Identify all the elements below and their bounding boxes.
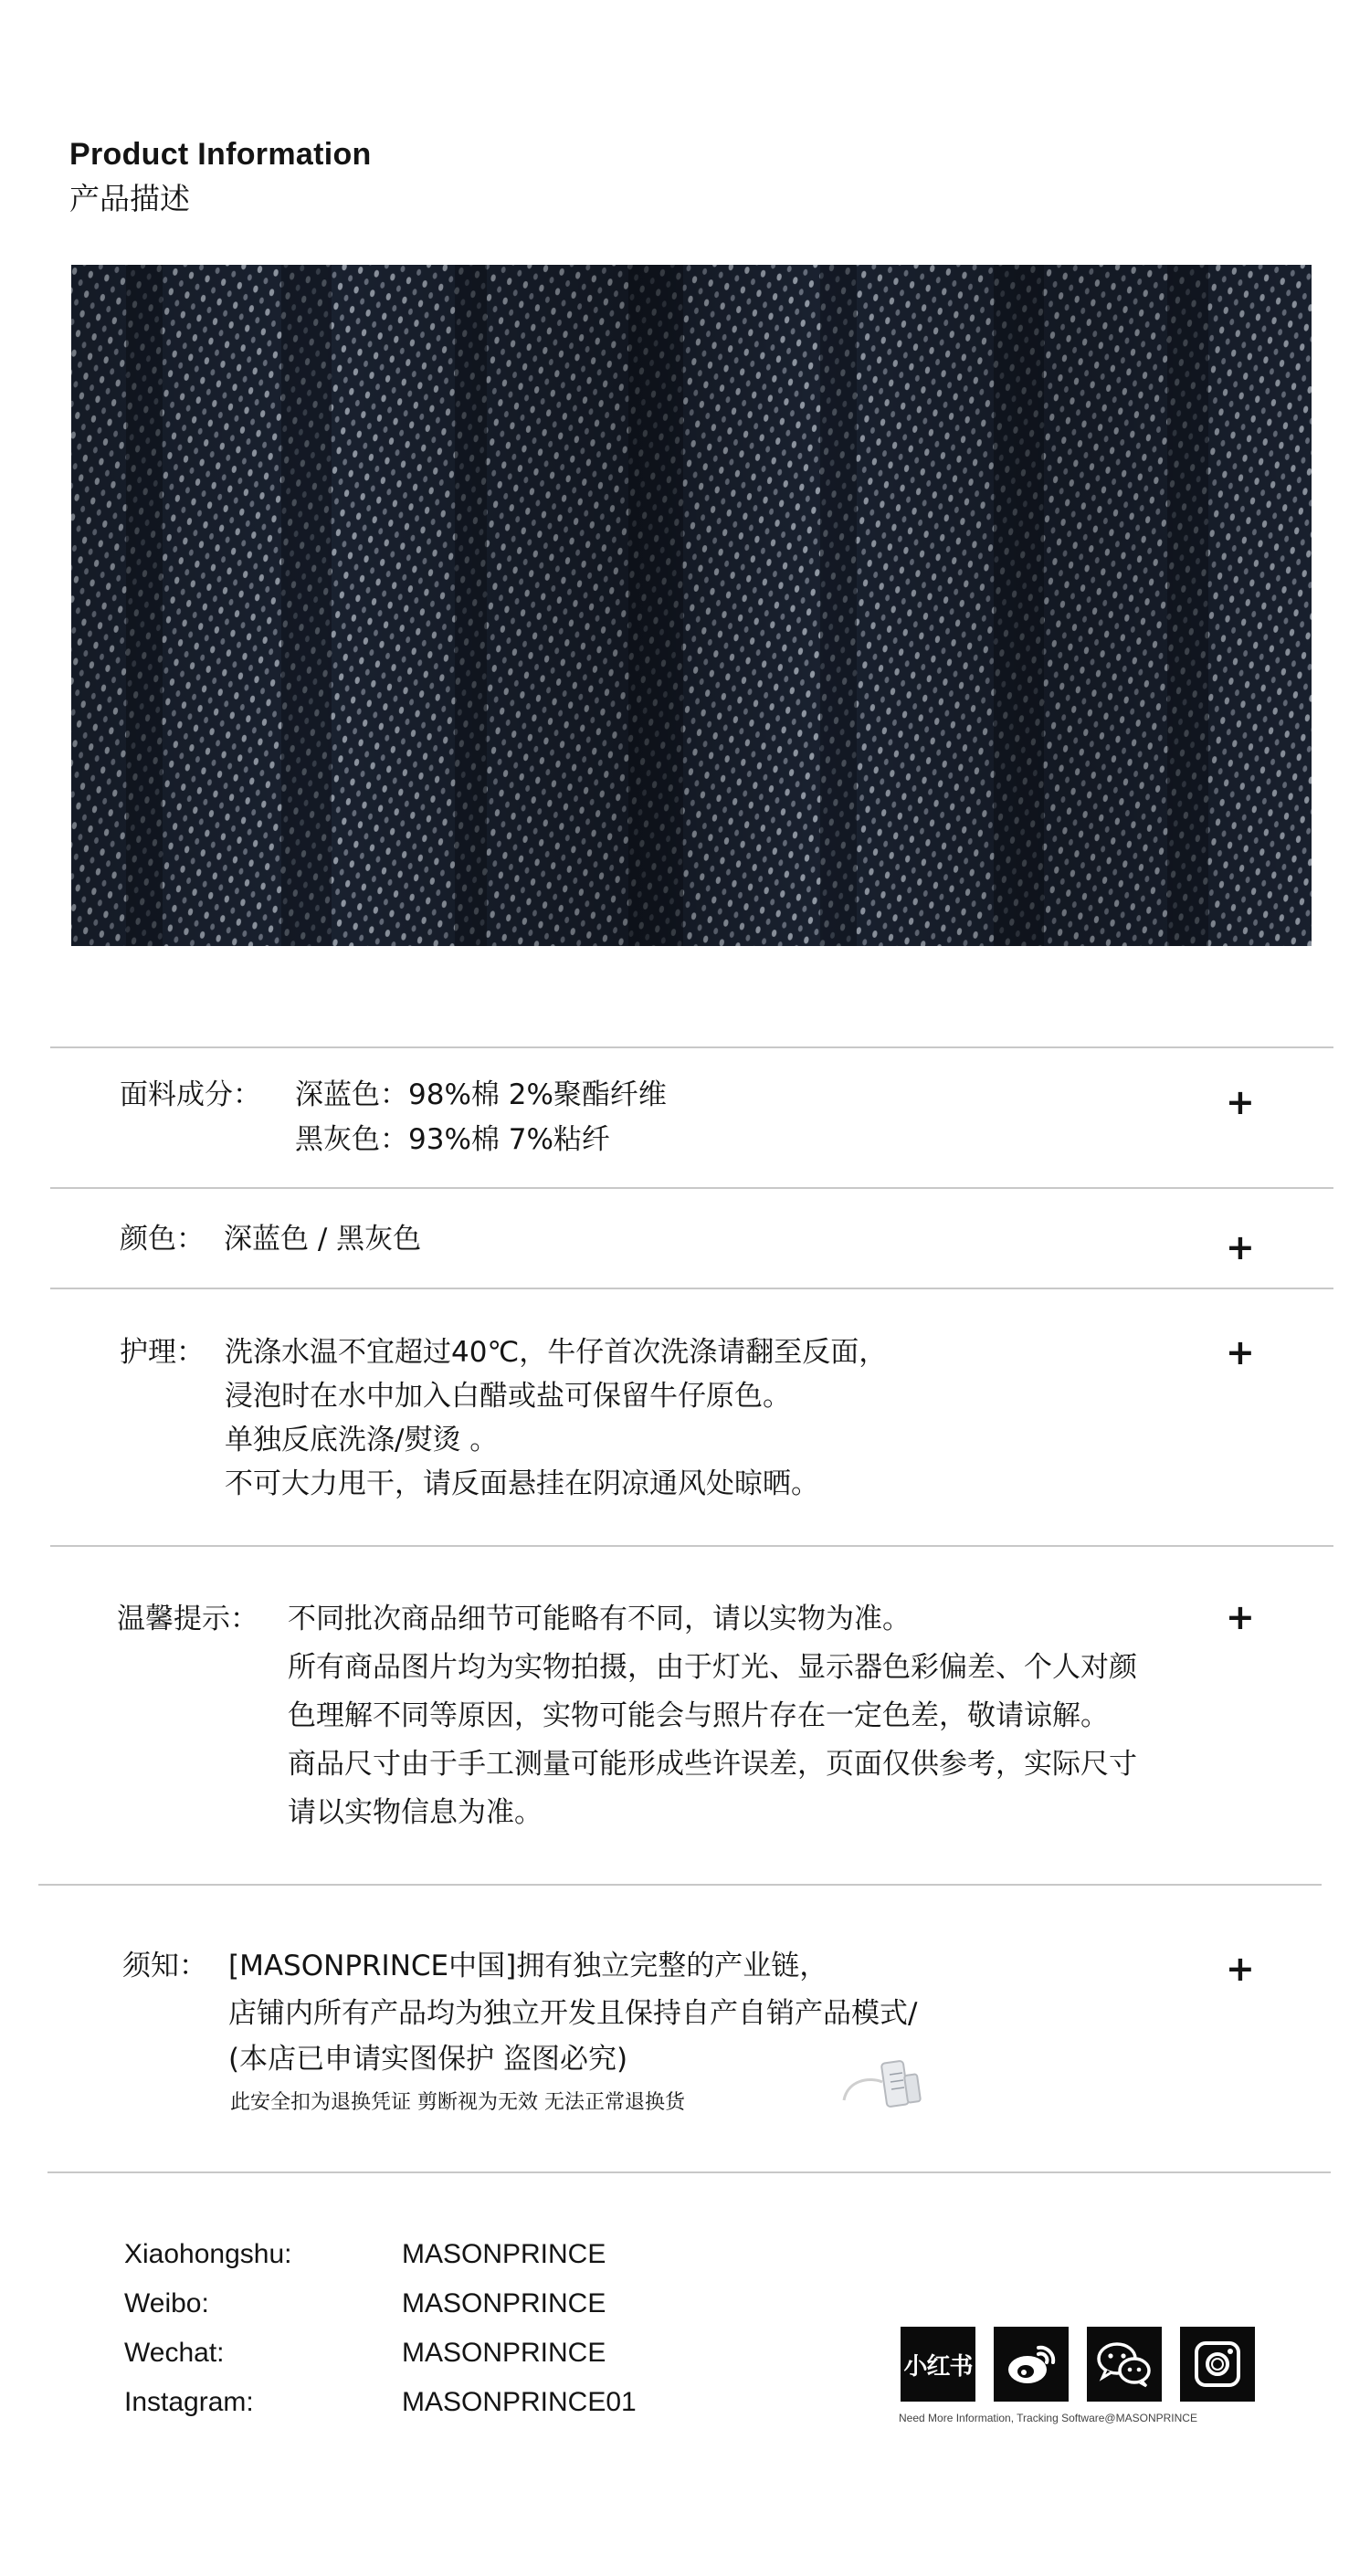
care-line: 洗涤水温不宜超过40℃，牛仔首次洗涤请翻至反面， bbox=[225, 1336, 888, 1369]
tips-label: 温馨提示： bbox=[117, 1603, 258, 1635]
platform-label: Weibo: bbox=[124, 2288, 209, 2318]
divider bbox=[47, 2171, 1331, 2173]
tips-line: 请以实物信息为准。 bbox=[288, 1796, 543, 1829]
fabric-line-2: 黑灰色：93%棉 7%粘纤 bbox=[295, 1123, 610, 1156]
color-label: 颜色： bbox=[120, 1223, 205, 1256]
tips-line: 不同批次商品细节可能略有不同，请以实物为准。 bbox=[288, 1603, 911, 1635]
color-value: 深蓝色 / 黑灰色 bbox=[224, 1223, 422, 1256]
xiaohongshu-icon[interactable] bbox=[901, 2327, 975, 2402]
expand-fabric-button[interactable]: + bbox=[1226, 1082, 1255, 1122]
notice-label: 须知： bbox=[122, 1950, 207, 1982]
divider bbox=[50, 1046, 1333, 1048]
security-tag-icon bbox=[838, 2055, 930, 2119]
expand-tips-button[interactable]: + bbox=[1226, 1597, 1255, 1637]
weibo-icon[interactable] bbox=[994, 2327, 1069, 2402]
care-line: 不可大力甩干，请反面悬挂在阴凉通风处晾晒。 bbox=[225, 1467, 819, 1500]
wechat-icon[interactable] bbox=[1087, 2327, 1162, 2402]
fabric-line-1: 深蓝色：98%棉 2%聚酯纤维 bbox=[295, 1078, 667, 1111]
notice-line: (本店已申请实图保护 盗图必究) bbox=[228, 2043, 628, 2076]
divider bbox=[50, 1288, 1333, 1289]
denim-fabric-image bbox=[71, 265, 1312, 946]
section-title-en: Product Information bbox=[69, 137, 372, 172]
section-title-cn: 产品描述 bbox=[69, 181, 190, 216]
expand-notice-button[interactable]: + bbox=[1226, 1949, 1255, 1989]
divider bbox=[50, 1187, 1333, 1189]
tips-line: 商品尺寸由于手工测量可能形成些许误差，页面仅供参考，实际尺寸 bbox=[288, 1748, 1137, 1781]
tips-line: 所有商品图片均为实物拍摄，由于灯光、显示器色彩偏差、个人对颜 bbox=[288, 1651, 1137, 1684]
tips-line: 色理解不同等原因，实物可能会与照片存在一定色差，敬请谅解。 bbox=[288, 1699, 1109, 1732]
notice-line: 店铺内所有产品均为独立开发且保持自产自销产品模式/ bbox=[228, 1997, 918, 2030]
care-line: 浸泡时在水中加入白醋或盐可保留牛仔原色。 bbox=[225, 1380, 791, 1413]
care-line: 单独反底洗涤/熨烫 。 bbox=[225, 1424, 499, 1456]
platform-label: Wechat: bbox=[124, 2338, 225, 2368]
account-name: MASONPRINCE01 bbox=[402, 2387, 637, 2417]
platform-label: Instagram: bbox=[124, 2387, 254, 2417]
divider bbox=[50, 1545, 1333, 1547]
account-name: MASONPRINCE bbox=[402, 2239, 606, 2269]
tag-note: 此安全扣为退换凭证 剪断视为无效 无法正常退换货 bbox=[230, 2091, 685, 2114]
expand-color-button[interactable]: + bbox=[1226, 1227, 1255, 1267]
instagram-icon[interactable] bbox=[1180, 2327, 1255, 2402]
notice-line: [MASONPRINCE中国]拥有独立完整的产业链， bbox=[228, 1950, 828, 1982]
fabric-label: 面料成分： bbox=[120, 1078, 261, 1111]
platform-label: Xiaohongshu: bbox=[124, 2239, 292, 2269]
account-name: MASONPRINCE bbox=[402, 2288, 606, 2318]
care-label: 护理： bbox=[120, 1336, 205, 1369]
xiaohongshu-icon-text: 小红书 bbox=[903, 2352, 973, 2381]
account-name: MASONPRINCE bbox=[402, 2338, 606, 2368]
tracking-footnote: Need More Information, Tracking Software@MASONPRINCE bbox=[899, 2412, 1197, 2424]
expand-care-button[interactable]: + bbox=[1226, 1332, 1255, 1372]
divider bbox=[38, 1884, 1322, 1886]
